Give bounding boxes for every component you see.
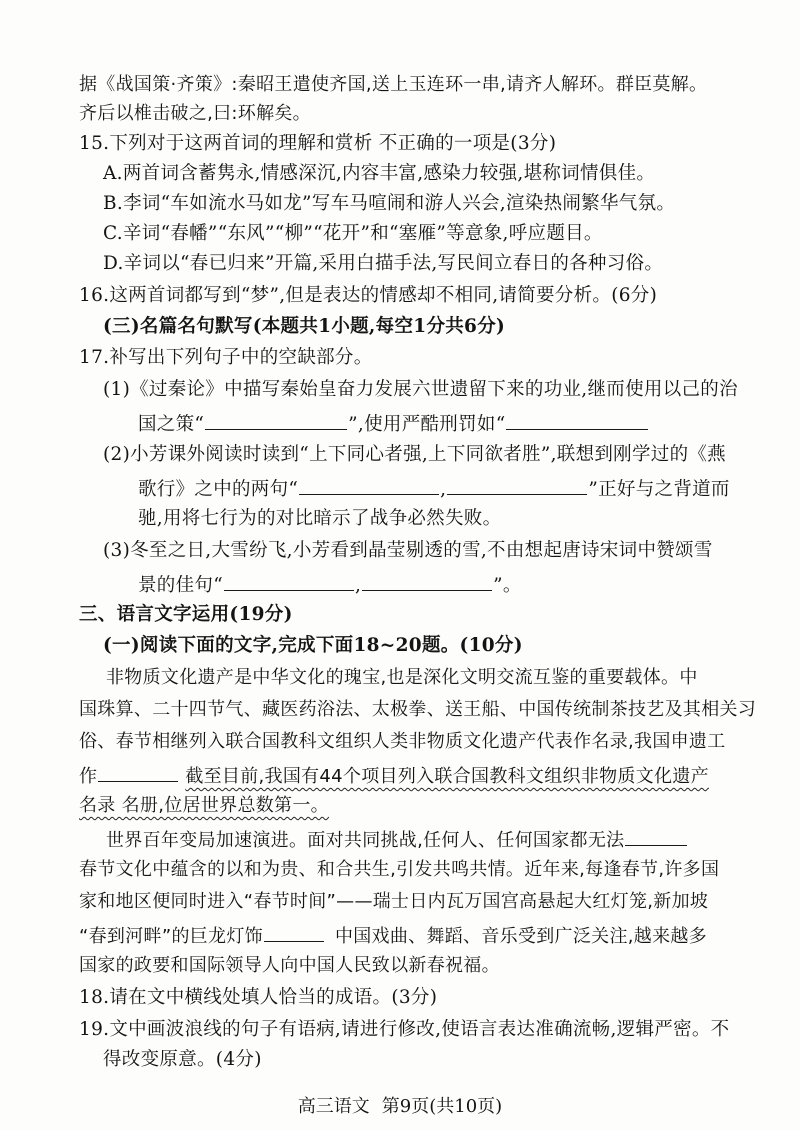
blank-17-3-a[interactable] [224, 570, 354, 591]
p2-line4-suffix: 中国戏曲、舞蹈、音乐受到广泛关注,越来越多 [334, 926, 707, 947]
option-15d: D.辛词以“春已归来”开篇,采用白描手法,写民间立春日的各种习俗。 [103, 253, 664, 274]
q17-2-suffix: ”正好与之背道而 [588, 479, 730, 500]
p2-line4-prefix: “春到河畔”的巨龙灯饰 [79, 926, 263, 947]
passage-1-line-2: 国珠算、二十四节气、藏医药浴法、太极拳、送王船、中国传统制茶技艺及其相关习 [79, 699, 757, 720]
q17-2-separator: , [440, 479, 447, 500]
question-17-2-line-1: (2)小芳课外阅读时读到“上下同心者强,上下同欲者胜”,联想到刚学过的《燕 [103, 444, 726, 465]
question-16: 16.这两首词都写到“梦”,但是表达的情感却不相同,请简要分析。(6分) [79, 285, 658, 306]
question-17-3-line-2 [138, 570, 522, 599]
passage-2-line-4 [79, 921, 707, 950]
passage-1-line-5 [79, 793, 329, 819]
q17-1-middle: ”,使用严酷刑罚如“ [348, 414, 506, 435]
intro-line-1: 据《战国策·齐策》:秦昭王遣使齐国,送上玉连环一串,请齐人解环。群臣莫解。 [79, 74, 708, 95]
q17-3-separator: , [354, 575, 362, 596]
question-17-2-line-3: 驰,用将七行为的对比暗示了战争必然失败。 [138, 508, 502, 529]
q17-2-prefix: 歌行》之中的两句“ [138, 479, 299, 500]
blank-passage-a[interactable] [98, 761, 178, 782]
blank-17-3-b[interactable] [362, 570, 492, 591]
passage-2-line-1 [106, 825, 688, 854]
q17-3-suffix: ”。 [493, 575, 522, 596]
question-18: 18.请在文中横线处填人恰当的成语。(3分) [79, 987, 438, 1008]
question-19-line-1: 19.文中画波浪线的句子有语病,请进行修改,使语言表达准确流畅,逻辑严密。不 [79, 1019, 730, 1040]
blank-17-2-b[interactable] [447, 474, 587, 495]
p1-line4-prefix: 作 [79, 766, 98, 787]
p2-line1-text: 世界百年变局加速演进。面对共同挑战,任何人、任何国家都无法 [106, 830, 625, 851]
blank-passage-b[interactable] [625, 825, 687, 846]
part-3-heading: 三、语言文字运用(19分) [79, 604, 293, 625]
question-17-2-line-2 [138, 474, 730, 503]
footer-subject: 高三语文 [297, 1096, 370, 1117]
q17-3-prefix: 景的佳句“ [138, 575, 223, 596]
question-19-line-2: 得改变原意。(4分) [103, 1049, 262, 1070]
section-3-heading: (三)名篇名句默写(本题共1小题,每空1分共6分) [103, 316, 506, 337]
option-15c: C.辛词“春幡”“东风”“柳”“花开”和“塞雁”等意象,呼应题目。 [103, 223, 603, 244]
blank-17-1-b[interactable] [506, 409, 648, 430]
question-17: 17.补写出下列句子中的空缺部分。 [79, 347, 373, 368]
question-17-1-line-2 [138, 409, 649, 438]
q17-1-prefix: 国之策“ [138, 414, 205, 435]
passage-1-line-4 [79, 761, 709, 790]
passage-2-line-3: 家和地区便同时进入“春节时间”——瑞士日内瓦万国宫高悬起大红灯笼,新加坡 [79, 891, 709, 912]
footer-page-number: 第9页(共10页) [381, 1096, 503, 1117]
passage-1-line-3: 俗、春节相继列入联合国教科文组织人类非物质文化遗产代表作名录,我国申遗工 [79, 731, 726, 752]
intro-line-2: 齐后以椎击破之,曰:环解矣。 [79, 103, 311, 124]
page-footer [0, 1092, 800, 1118]
option-15b: B.李词“车如流水马如龙”写车马喧闹和游人兴会,渲染热闹繁华气氛。 [103, 193, 676, 214]
blank-17-2-a[interactable] [299, 474, 439, 495]
passage-1-line-1: 非物质文化遗产是中华文化的瑰宝,也是深化文明交流互鉴的重要载体。中 [106, 667, 698, 688]
blank-17-1-a[interactable] [205, 409, 347, 430]
blank-passage-c[interactable] [264, 921, 324, 942]
option-15a: A.两首词含蓄隽永,情感深沉,内容丰富,感染力较强,堪称词情俱佳。 [103, 163, 656, 184]
wavy-sentence-part-1: 截至目前,我国有44个项目列入联合国教科文组织非物质文化遗产 [185, 766, 709, 787]
question-17-3-line-1: (3)冬至之日,大雪纷飞,小芳看到晶莹剔透的雪,不由想起唐诗宋词中赞颂雪 [103, 540, 713, 561]
question-15: 15.下列对于这两首词的理解和赏析 不正确的一项是(3分) [79, 133, 557, 154]
passage-2-line-5: 国家的政要和国际领导人向中国人民致以新春祝福。 [79, 955, 500, 976]
part-3-subheading: (一)阅读下面的文字,完成下面18~20题。(10分) [103, 635, 523, 656]
question-17-1-line-1: (1)《过秦论》中描写秦始皇奋力发展六世遗留下来的功业,继而使用以己的治 [103, 379, 738, 400]
wavy-sentence-part-2: 名录 名册,位居世界总数第一。 [79, 795, 329, 816]
passage-2-line-2: 春节文化中蕴含的以和为贵、和合共生,引发共鸣共情。近年来,每逢春节,许多国 [79, 859, 720, 880]
